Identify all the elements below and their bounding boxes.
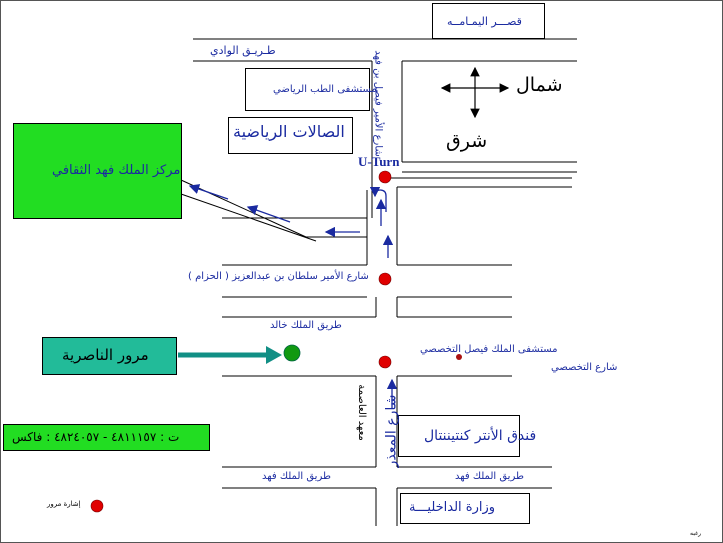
route-arrow-left-3 (190, 186, 228, 199)
interior-ministry-label: وزارة الداخليـــة (409, 500, 496, 515)
traffic-light-legend-label: إشارة مرور (47, 500, 81, 508)
compass-arrows (442, 68, 508, 117)
traffic-light-khalid (379, 356, 391, 368)
contact-label: ت : ٤٨١١١٥٧ - ٤٨٢٤٠٥٧ : فاكس (12, 430, 180, 444)
palace-label: قصـــر اليمـامــه (447, 15, 522, 28)
traffic-light-legend-dot (91, 500, 103, 512)
north-label: شمال (516, 74, 563, 96)
sports-halls-label: الصالات الرياضية (233, 122, 345, 141)
traffic-light-uturn (379, 171, 391, 183)
faisal-hospital-label: مستشفى الملك فيصل التخصصي (420, 344, 558, 355)
nasiriya-label: مرور الناصرية (62, 346, 149, 364)
cultural-center-label: مركز الملك فهد الثقافي (52, 163, 181, 178)
pointer-arrow-head (266, 346, 282, 364)
fahd-road-right-label: طريق الملك فهد (455, 471, 524, 482)
wadi-road-label: طـريـق الوادي (210, 44, 276, 57)
corner-note: رغبه (690, 530, 702, 537)
hotel-label: فندق الأنتر كنتيننتال (424, 428, 537, 444)
u-turn-label: U-Turn (358, 154, 400, 169)
faisal-street-label: شارع الأمير فيصل بن فهد (372, 50, 384, 157)
takhassusi-street-label: شارع التخصصي (551, 362, 618, 373)
fahd-road-left-label: طريق الملك فهد (262, 471, 331, 482)
sports-hospital-label: مستشفى الطب الرياضي (273, 84, 377, 95)
traffic-light-hizam (379, 273, 391, 285)
destination-marker (284, 345, 300, 361)
hizam-street-label: شارع الأمير سلطان بن عبدالعزيز ( الحزام ) (188, 271, 369, 282)
khalid-road-label: طريق الملك خالد (270, 320, 342, 331)
capital-institute-label: معهد العاصمة (355, 384, 367, 441)
muatham-street-label: شارع المعذر (383, 394, 400, 468)
east-label: شرق (446, 130, 488, 152)
